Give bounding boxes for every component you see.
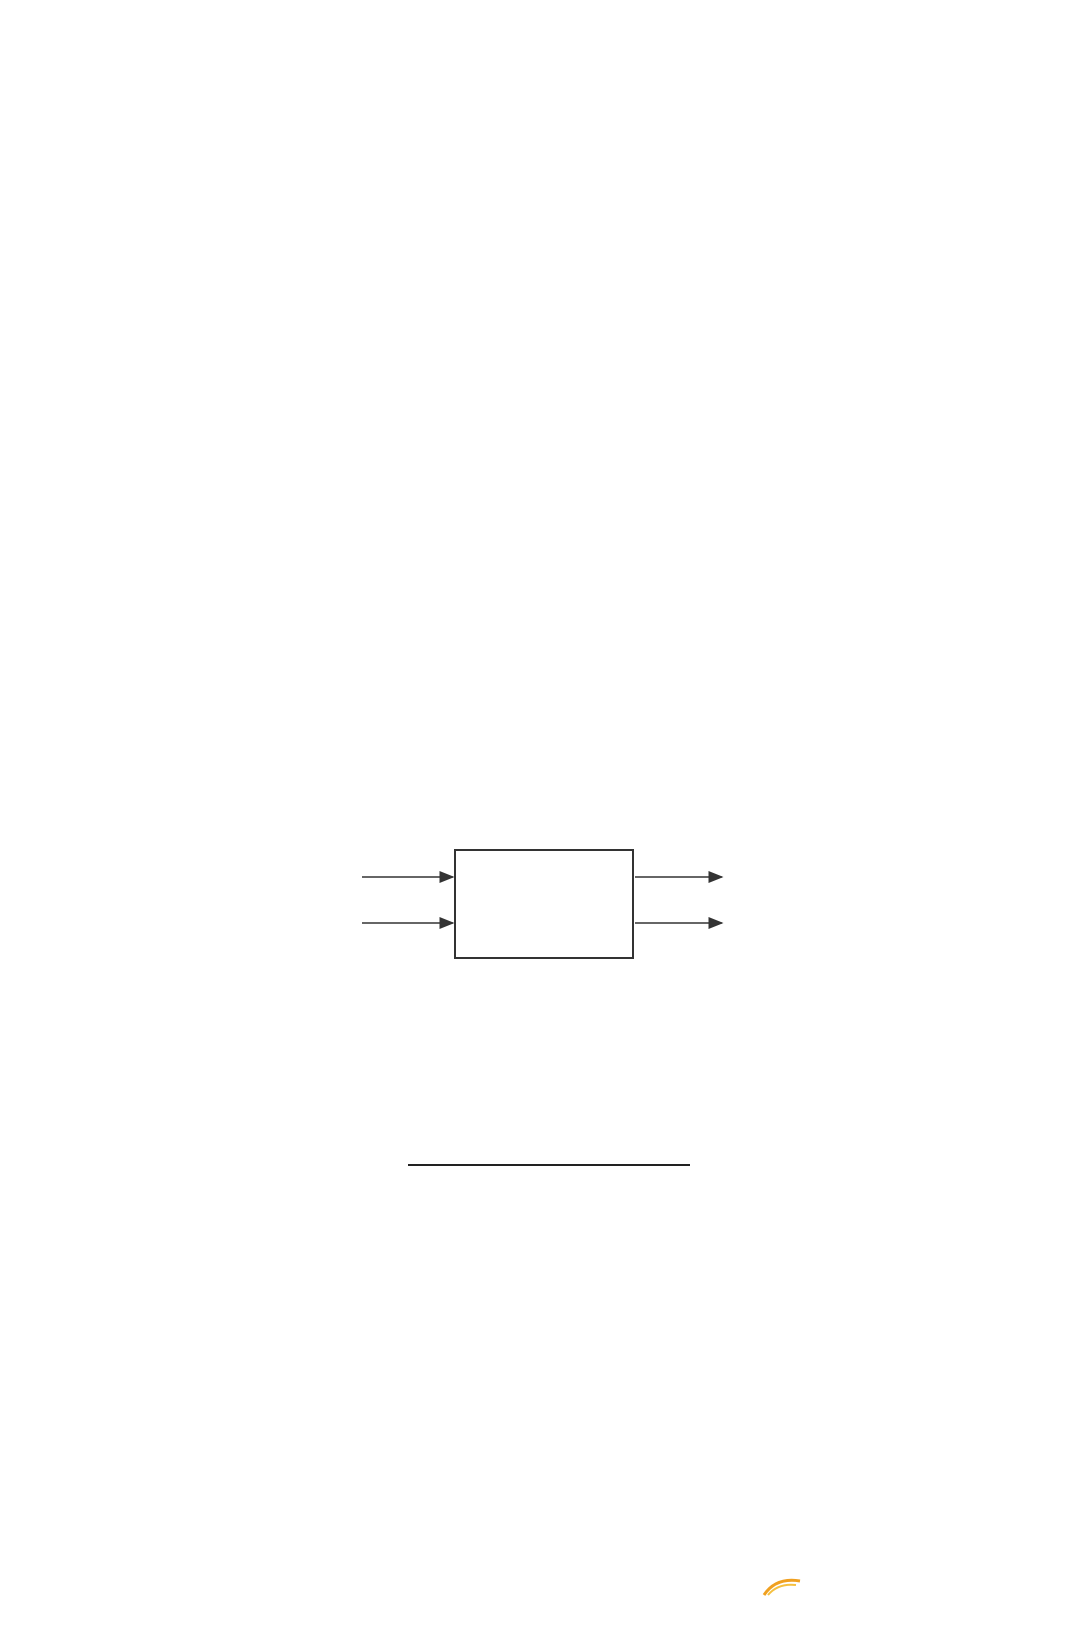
formula-2 [360, 1135, 720, 1195]
cdha-logo [760, 1575, 1060, 1625]
fraction-bar [408, 1164, 690, 1166]
heat-pump-box [455, 850, 633, 958]
section-heading [35, 722, 51, 746]
energy-flow-diagram [250, 845, 770, 965]
logo-flame-icon [762, 1575, 802, 1597]
